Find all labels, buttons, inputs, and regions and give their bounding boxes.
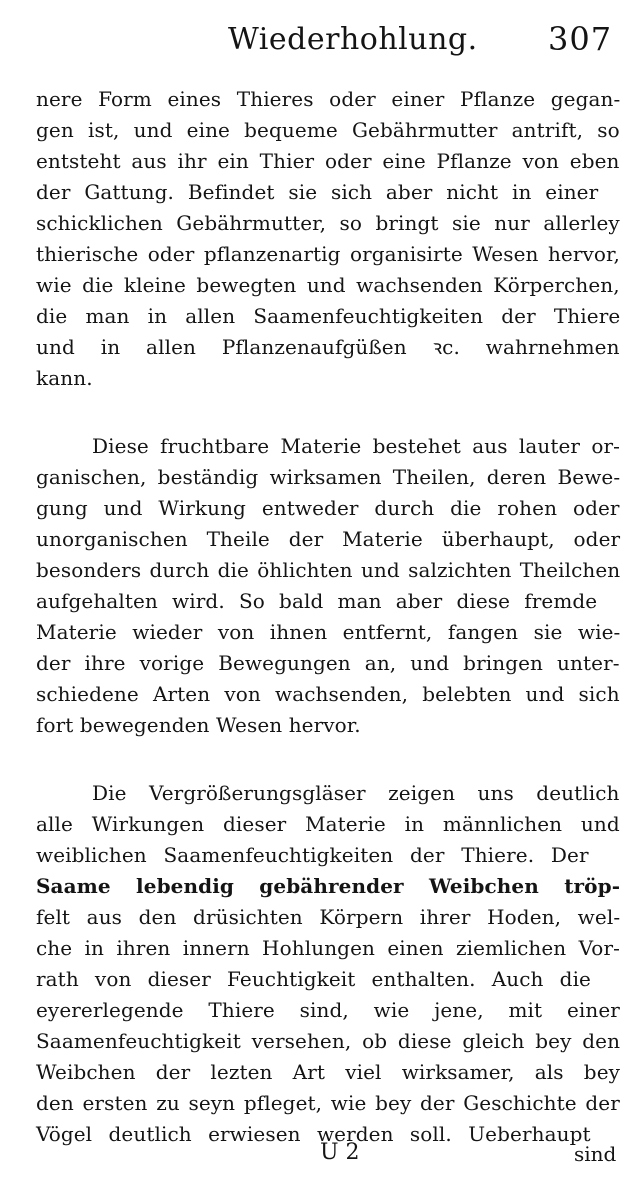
text-line: che in ihren innern Hohlungen einen ziemlichen Vor- (36, 936, 620, 960)
text-line: Weibchen der lezten Art viel wirksamer, als bey (36, 1060, 621, 1084)
text-line: nere Form eines Thieres oder einer Pflanze gegan- (36, 87, 621, 111)
text-line: thierische oder pflanzenartig organisirte Wesen hervor, (36, 242, 620, 266)
page-footer (0, 1136, 642, 1176)
catchword: sind (574, 1142, 617, 1166)
text-line: und in allen Pflanzenaufgüßen ꝛc. wahrnehmen (36, 335, 620, 359)
paragraph-3 (36, 778, 620, 1150)
text-line: unorganischen Theile der Materie überhaupt, oder (36, 527, 621, 551)
text-line: schiedene Arten von wachsenden, belebten und sich (36, 682, 620, 706)
text-line: eyererlegende Thiere sind, wie jene, mit einer (36, 998, 620, 1022)
text-line: schicklichen Gebährmutter, so bringt sie nur allerley (36, 211, 620, 235)
text-line: ganischen, beständig wirksamen Theilen, deren Bewe- (36, 465, 621, 489)
signature-mark: U 2 (320, 1140, 360, 1165)
text-line: der Gattung. Befindet sie sich aber nicht in einer (36, 180, 599, 204)
text-line: alle Wirkungen dieser Materie in männlichen und (36, 812, 620, 836)
text-line: Vögel deutlich erwiesen werden soll. Ueberhaupt (36, 1122, 591, 1146)
text-line: Saamenfeuchtigkeit versehen, ob diese gleich bey den (36, 1029, 621, 1053)
paragraph-2 (36, 431, 620, 741)
text-line: aufgehalten wird. So bald man aber diese fremde (36, 589, 598, 613)
text-line: besonders durch die öhlichten und salzichten Theilchen (36, 558, 621, 582)
text-line: gung und Wirkung entweder durch die rohen oder (36, 496, 620, 520)
paragraph-1 (36, 84, 620, 394)
text-line: wie die kleine bewegten und wachsenden Körperchen, (36, 273, 620, 297)
text-line: der ihre vorige Bewegungen an, und bringen unter- (36, 651, 620, 675)
text-line: die man in allen Saamenfeuchtigkeiten der Thiere (36, 304, 621, 328)
running-title: Wiederhohlung. (228, 22, 478, 57)
text-line: kann. (36, 366, 93, 390)
text-line: felt aus den drüsichten Körpern ihrer Hoden, wel- (36, 905, 621, 929)
text-line: rath von dieser Feuchtigkeit enthalten. Auch die (36, 967, 591, 991)
text-line: den ersten zu seyn pfleget, wie bey der Geschichte der (36, 1091, 620, 1115)
text-line: fort bewegenden Wesen hervor. (36, 713, 361, 737)
page-number: 307 (548, 20, 613, 58)
text-line: weiblichen Saamenfeuchtigkeiten der Thiere. Der (36, 843, 589, 867)
running-head (0, 18, 642, 66)
text-line: Materie wieder von ihnen entfernt, fangen sie wie- (36, 620, 621, 644)
text-line: gen ist, und eine bequeme Gebährmutter antrift, so (36, 118, 620, 142)
text-line: entsteht aus ihr ein Thier oder eine Pflanze von eben (36, 149, 620, 173)
text-line: Diese fruchtbare Materie bestehet aus lauter or- (92, 434, 621, 458)
text-line: Die Vergrößerungsgläser zeigen uns deutlich (92, 781, 620, 805)
body-text (36, 80, 620, 1150)
text-line: Saame lebendig gebährender Weibchen tröp- (36, 874, 621, 898)
